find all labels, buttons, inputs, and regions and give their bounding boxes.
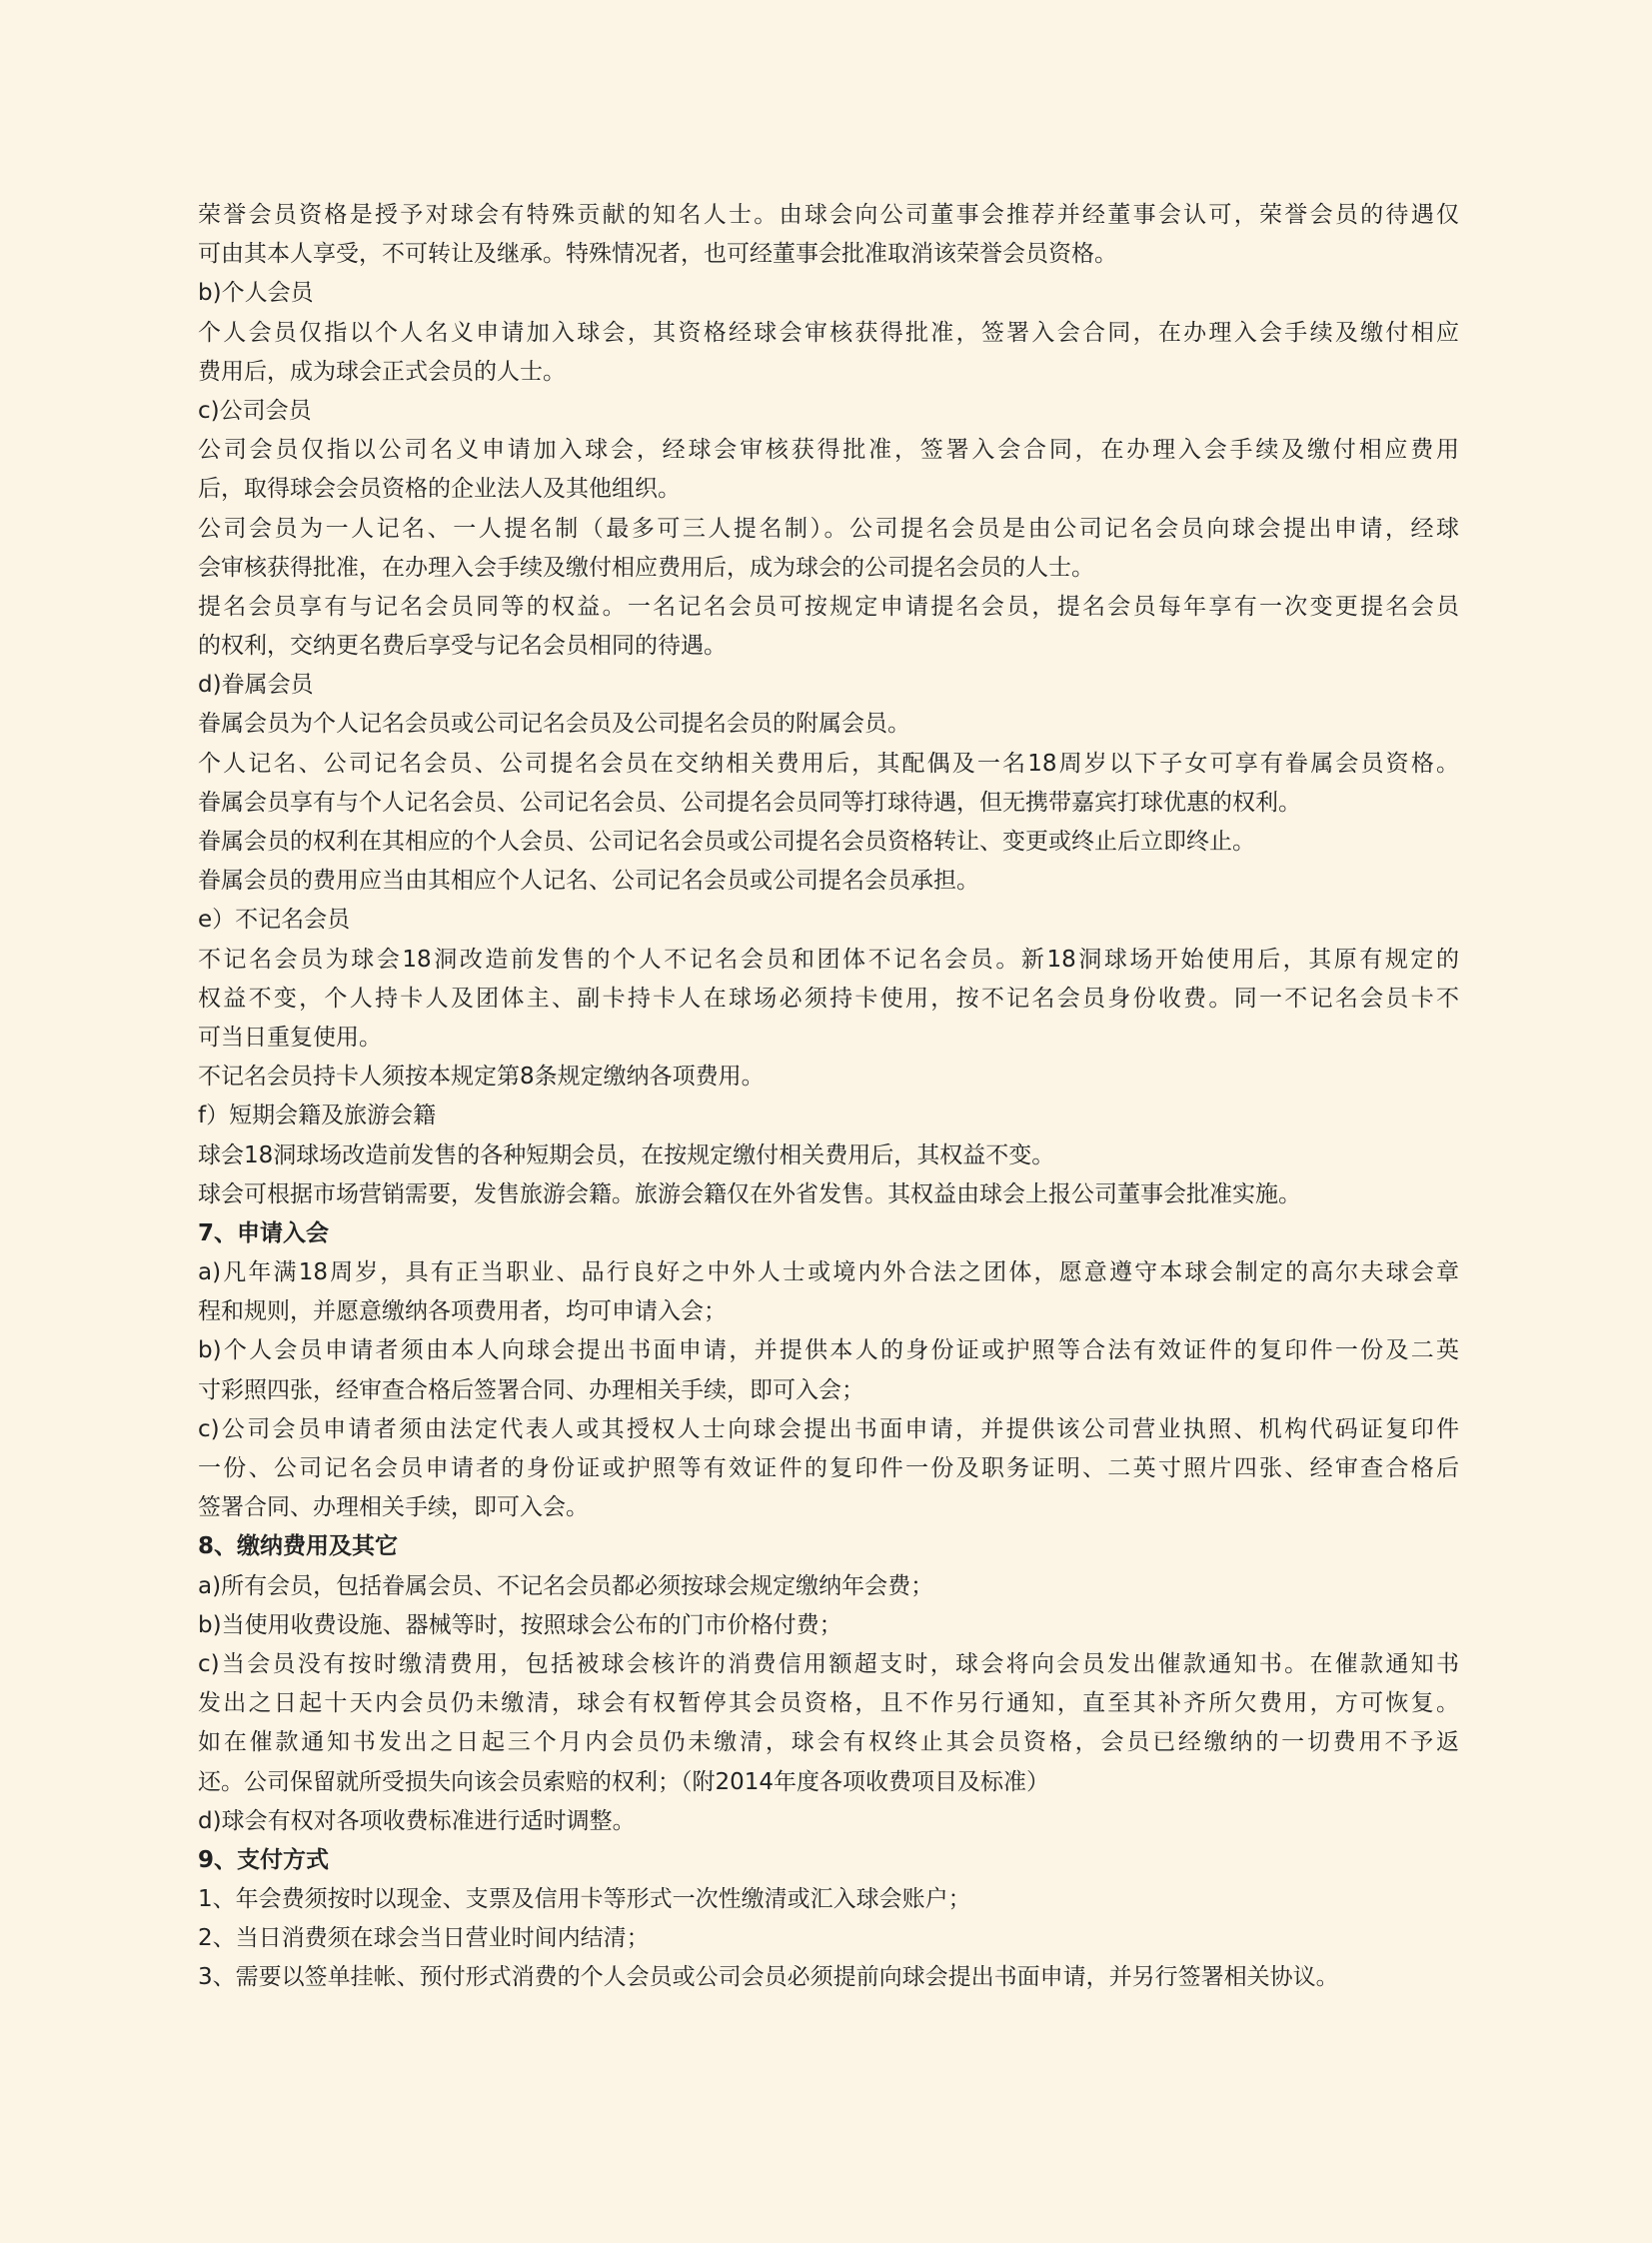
text-line: 发出之日起十天内会员仍未缴清，球会有权暂停其会员资格，且不作另行通知，直至其补齐所欠费用，方可恢复。: [198, 1690, 1459, 1717]
text-line: 荣誉会员资格是授予对球会有特殊贡献的知名人士。由球会向公司董事会推荐并经董事会认可，荣誉会员的待遇仅: [198, 202, 1459, 228]
text-line: 1、年会费须按时以现金、支票及信用卡等形式一次性缴清或汇入球会账户；: [198, 1886, 971, 1913]
text-line: 球会18洞球场改造前发售的各种短期会员，在按规定缴付相关费用后，其权益不变。: [198, 1141, 1055, 1168]
text-line: 眷属会员享有与个人记名会员、公司记名会员、公司提名会员同等打球待遇，但无携带嘉宾打球优惠的权利。: [198, 789, 1301, 816]
text-line: 权益不变，个人持卡人及团体主、副卡持卡人在球场必须持卡使用，按不记名会员身份收费。同一不记名会员卡不: [198, 985, 1459, 1012]
text-line: 签署合同、办理相关手续，即可入会。: [198, 1494, 589, 1521]
text-line: c)公司会员: [198, 397, 312, 424]
text-line: 不记名会员为球会18洞改造前发售的个人不记名会员和团体不记名会员。新18洞球场开始使用后，其原有规定的: [198, 946, 1459, 973]
text-line: b)个人会员: [198, 280, 314, 307]
text-line: b)当使用收费设施、器械等时，按照球会公布的门市价格付费；: [198, 1611, 842, 1638]
text-line: 眷属会员为个人记名会员或公司记名会员及公司提名会员的附属会员。: [198, 711, 910, 738]
section-heading: 7、申请入会: [198, 1219, 330, 1246]
text-line: 眷属会员的费用应当由其相应个人记名、公司记名会员或公司提名会员承担。: [198, 868, 979, 895]
text-line: 寸彩照四张，经审查合格后签署合同、办理相关手续，即可入会；: [198, 1376, 864, 1403]
text-line: c)公司会员申请者须由法定代表人或其授权人士向球会提出书面申请，并提供该公司营业执照、机构代码证复印件: [198, 1415, 1459, 1442]
text-line: 个人会员仅指以个人名义申请加入球会，其资格经球会审核获得批准，签署入会合同，在办理入会手续及缴付相应: [198, 319, 1459, 346]
text-line: 可由其本人享受，不可转让及继承。特殊情况者，也可经董事会批准取消该荣誉会员资格。: [198, 241, 1117, 268]
section-heading: 8、缴纳费用及其它: [198, 1533, 399, 1560]
text-line: 后，取得球会会员资格的企业法人及其他组织。: [198, 476, 681, 503]
text-line: b)个人会员申请者须由本人向球会提出书面申请，并提供本人的身份证或护照等合法有效证件的复印件一份及二英: [198, 1337, 1459, 1364]
text-line: 公司会员为一人记名、一人提名制（最多可三人提名制）。公司提名会员是由公司记名会员向球会提出申请，经球: [198, 515, 1459, 542]
text-line: 程和规则，并愿意缴纳各项费用者，均可申请入会；: [198, 1298, 727, 1325]
document-page: [198, 196, 1459, 1998]
text-line: 2、当日消费须在球会当日营业时间内结清；: [198, 1925, 650, 1952]
text-line: d)眷属会员: [198, 672, 314, 699]
text-line: a)所有会员，包括眷属会员、不记名会员都必须按球会规定缴纳年会费；: [198, 1572, 934, 1599]
text-line: 公司会员仅指以公司名义申请加入球会，经球会审核获得批准，签署入会合同，在办理入会手续及缴付相应费用: [198, 437, 1459, 464]
text-line: 球会可根据市场营销需要，发售旅游会籍。旅游会籍仅在外省发售。其权益由球会上报公司董事会批准实施。: [198, 1180, 1301, 1207]
text-line: c)当会员没有按时缴清费用，包括被球会核许的消费信用额超支时，球会将向会员发出催款通知书。在催款通知书: [198, 1650, 1459, 1677]
text-line: 如在催款通知书发出之日起三个月内会员仍未缴清，球会有权终止其会员资格，会员已经缴纳的一切费用不予返: [198, 1729, 1459, 1756]
text-line: e）不记名会员: [198, 907, 351, 934]
text-line: 费用后，成为球会正式会员的人士。: [198, 358, 566, 385]
text-line: 提名会员享有与记名会员同等的权益。一名记名会员可按规定申请提名会员，提名会员每年享有一次变更提名会员: [198, 593, 1459, 620]
text-line: 可当日重复使用。: [198, 1024, 382, 1051]
text-line: d)球会有权对各项收费标准进行适时调整。: [198, 1807, 636, 1834]
text-line: 还。公司保留就所受损失向该会员索赔的权利；（附2014年度各项收费项目及标准）: [198, 1768, 1050, 1795]
text-line: f）短期会籍及旅游会籍: [198, 1103, 437, 1129]
text-line: 不记名会员持卡人须按本规定第8条规定缴纳各项费用。: [198, 1064, 765, 1091]
text-line: 一份、公司记名会员申请者的身份证或护照等有效证件的复印件一份及职务证明、二英寸照片四张、经审查合格后: [198, 1455, 1459, 1481]
text-line: 会审核获得批准，在办理入会手续及缴付相应费用后，成为球会的公司提名会员的人士。: [198, 554, 1094, 581]
text-line: 眷属会员的权利在其相应的个人会员、公司记名会员或公司提名会员资格转让、变更或终止后立即终止。: [198, 829, 1255, 855]
text-line: a)凡年满18周岁，具有正当职业、品行良好之中外人士或境内外合法之团体，愿意遵守本球会制定的高尔夫球会章: [198, 1259, 1459, 1286]
section-heading: 9、支付方式: [198, 1846, 330, 1873]
text-line: 的权利，交纳更名费后享受与记名会员相同的待遇。: [198, 633, 727, 660]
text-line: 个人记名、公司记名会员、公司提名会员在交纳相关费用后，其配偶及一名18周岁以下子女可享有眷属会员资格。: [198, 750, 1459, 777]
text-line: 3、需要以签单挂帐、预付形式消费的个人会员或公司会员必须提前向球会提出书面申请，并另行签署相关协议。: [198, 1964, 1339, 1991]
